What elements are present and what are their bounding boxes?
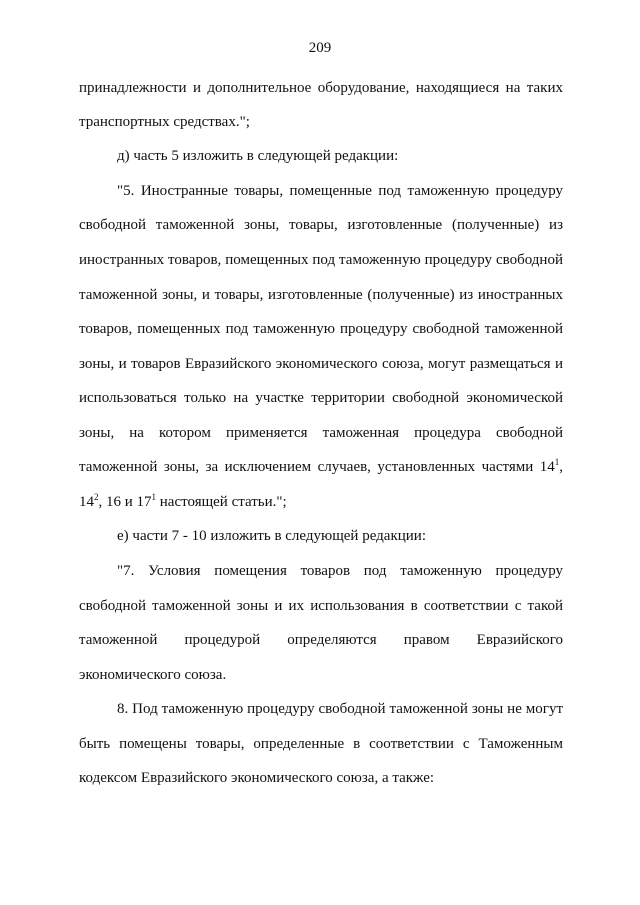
text-segment: настоящей статьи."; <box>156 494 287 510</box>
text-line: быть помещены товары, определенные в соответствии с Таможенным <box>79 736 563 752</box>
text-line: экономического союза. <box>79 667 227 683</box>
text-line: принадлежности и дополнительное оборудование, находящиеся на таких <box>79 80 563 96</box>
text-segment: таможенной зоны, за исключением случаев, установленных частями 14 <box>79 459 555 475</box>
text-line: зоны, на котором применяется таможенная процедура свободной <box>79 425 563 441</box>
text-line: товаров, помещенных под таможенную процедуру свободной таможенной <box>79 321 563 337</box>
text-line: транспортных средствах."; <box>79 114 250 130</box>
text-line: кодексом Евразийского экономического союза, а также: <box>79 770 435 786</box>
text-line: "5. Иностранные товары, помещенные под таможенную процедуру <box>117 183 563 199</box>
text-line: таможенной процедурой определяются правом Евразийского <box>79 632 563 648</box>
page-number: 209 <box>308 40 332 56</box>
text-line: свободной таможенной зоны и их использования в соответствии с такой <box>79 598 563 614</box>
text-line: е) части 7 - 10 изложить в следующей редакции: <box>117 528 426 544</box>
text-segment: , 16 и 17 <box>98 494 152 510</box>
text-line <box>79 492 287 512</box>
text-line: 8. Под таможенную процедуру свободной таможенной зоны не могут <box>117 701 563 717</box>
superscript: 1 <box>151 492 157 502</box>
text-line <box>79 457 563 477</box>
text-line: "7. Условия помещения товаров под таможенную процедуру <box>117 563 563 579</box>
text-line: иностранных товаров, помещенных под таможенную процедуру свободной <box>79 252 563 268</box>
superscript: 1 <box>554 457 560 467</box>
text-line: использоваться только на участке территории свободной экономической <box>79 390 563 406</box>
text-line: таможенной зоны, и товары, изготовленные (полученные) из иностранных <box>79 287 563 303</box>
text-line: свободной таможенной зоны, товары, изготовленные (полученные) из <box>79 217 563 233</box>
text-segment: 14 <box>79 494 94 510</box>
text-segment: , <box>559 459 563 475</box>
text-line: зоны, и товаров Евразийского экономического союза, могут размещаться и <box>79 356 563 372</box>
text-line: д) часть 5 изложить в следующей редакции: <box>117 148 399 164</box>
superscript: 2 <box>94 492 99 502</box>
